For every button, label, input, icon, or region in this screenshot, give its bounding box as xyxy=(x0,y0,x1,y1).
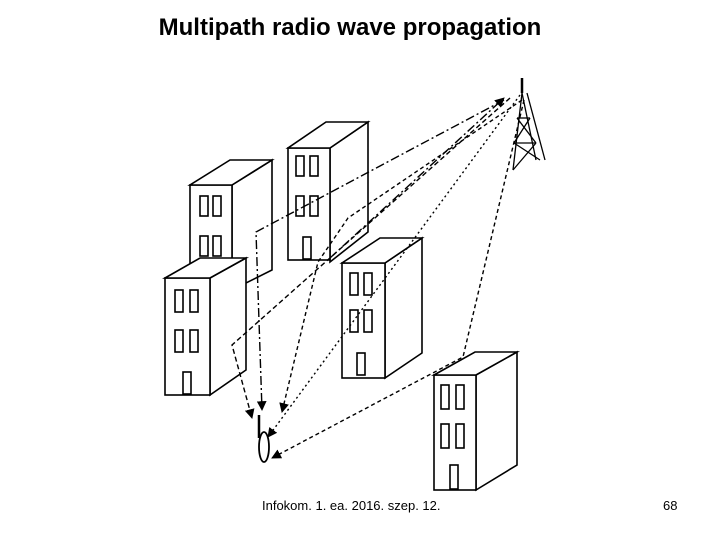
building-icon xyxy=(288,122,368,262)
building-icon xyxy=(342,238,422,378)
page-number: 68 xyxy=(663,498,678,513)
mobile-antenna-icon xyxy=(259,415,269,462)
slide-title: Multipath radio wave propagation xyxy=(158,14,542,41)
building-icon xyxy=(165,258,246,395)
footer-text: Infokom. 1. ea. 2016. szep. 12. xyxy=(262,498,441,513)
building-icon xyxy=(434,352,517,490)
